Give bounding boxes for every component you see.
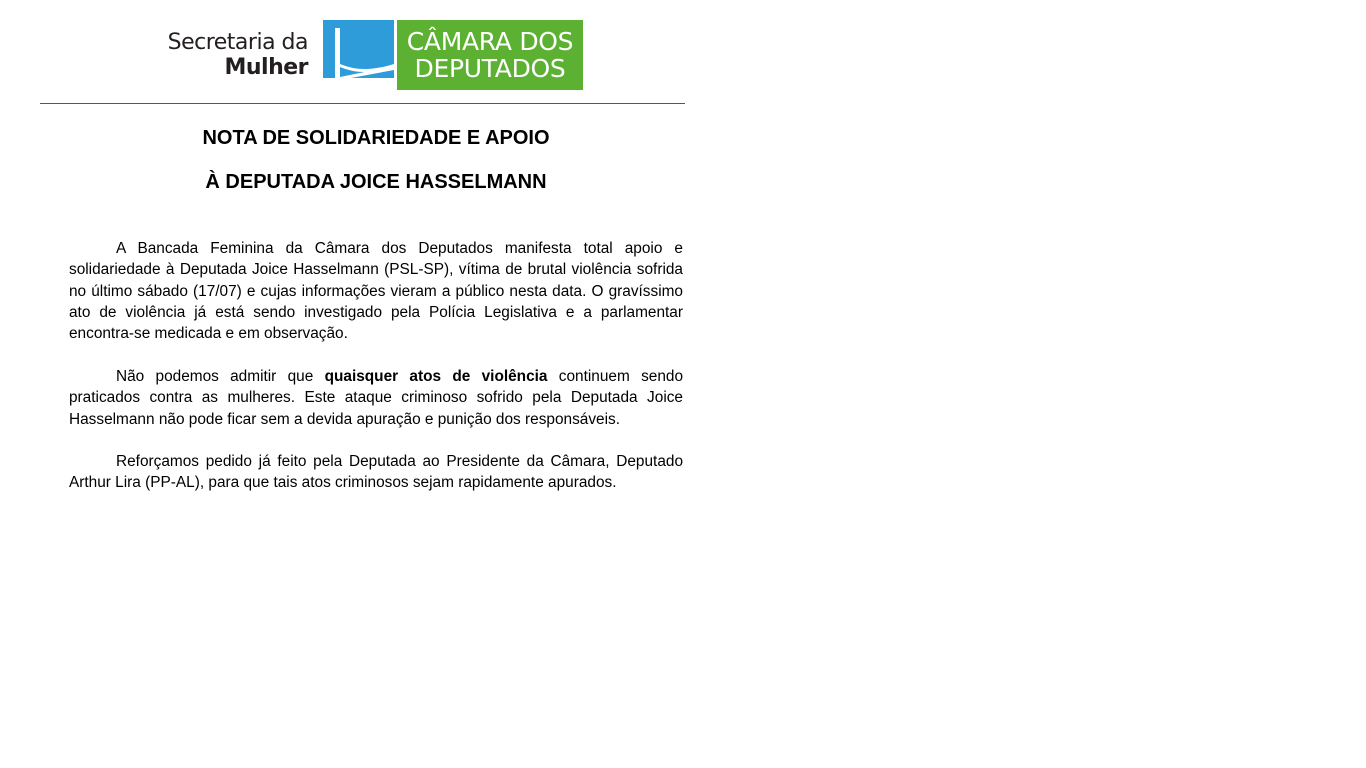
paragraph-2 xyxy=(69,366,683,430)
paragraph-2-before: Não podemos admitir que xyxy=(116,368,325,385)
document-title-line2: À DEPUTADA JOICE HASSELMANN xyxy=(205,171,547,193)
paragraph-2-after: continuem sendo praticados contra as mulheres. Este ataque criminoso sofrido pela Deputada Joice Hasselmann não pode ficar sem a devida apuração e punição dos responsáveis. xyxy=(69,368,684,428)
camara-emblem-icon xyxy=(323,20,394,90)
brand-line1: CÂMARA DOS xyxy=(406,27,574,56)
secretaria-logo-text xyxy=(160,30,308,80)
org-line1: Secretaria da xyxy=(167,30,308,55)
paragraph-2-emphasis: quaisquer atos de violência xyxy=(324,368,548,385)
paragraph-1-text: A Bancada Feminina da Câmara dos Deputados manifesta total apoio e solidariedade à Deputada Joice Hasselmann (PSL-SP), vítima de brutal violência sofrida no último sábado (17/07) e cujas informações vieram a público nesta data. O gravíssimo ato de violência já está sendo investigado pela Polícia Legislativa e a parlamentar encontra-se medicada e em observação. xyxy=(69,240,683,343)
org-line2: Mulher xyxy=(224,55,308,80)
paragraph-3-text: Reforçamos pedido já feito pela Deputada ao Presidente da Câmara, Deputado Arthur Lira (PP-AL), para que tais atos criminosos sejam rapidamente apurados. xyxy=(69,453,683,492)
paragraph-1 xyxy=(69,238,683,344)
paragraph-3 xyxy=(69,451,683,494)
header-logo xyxy=(160,18,590,92)
camara-brand-box xyxy=(397,20,583,90)
brand-line2: DEPUTADOS xyxy=(414,54,566,83)
header-divider xyxy=(40,103,685,104)
document-title-line1: NOTA DE SOLIDARIEDADE E APOIO xyxy=(202,127,550,149)
